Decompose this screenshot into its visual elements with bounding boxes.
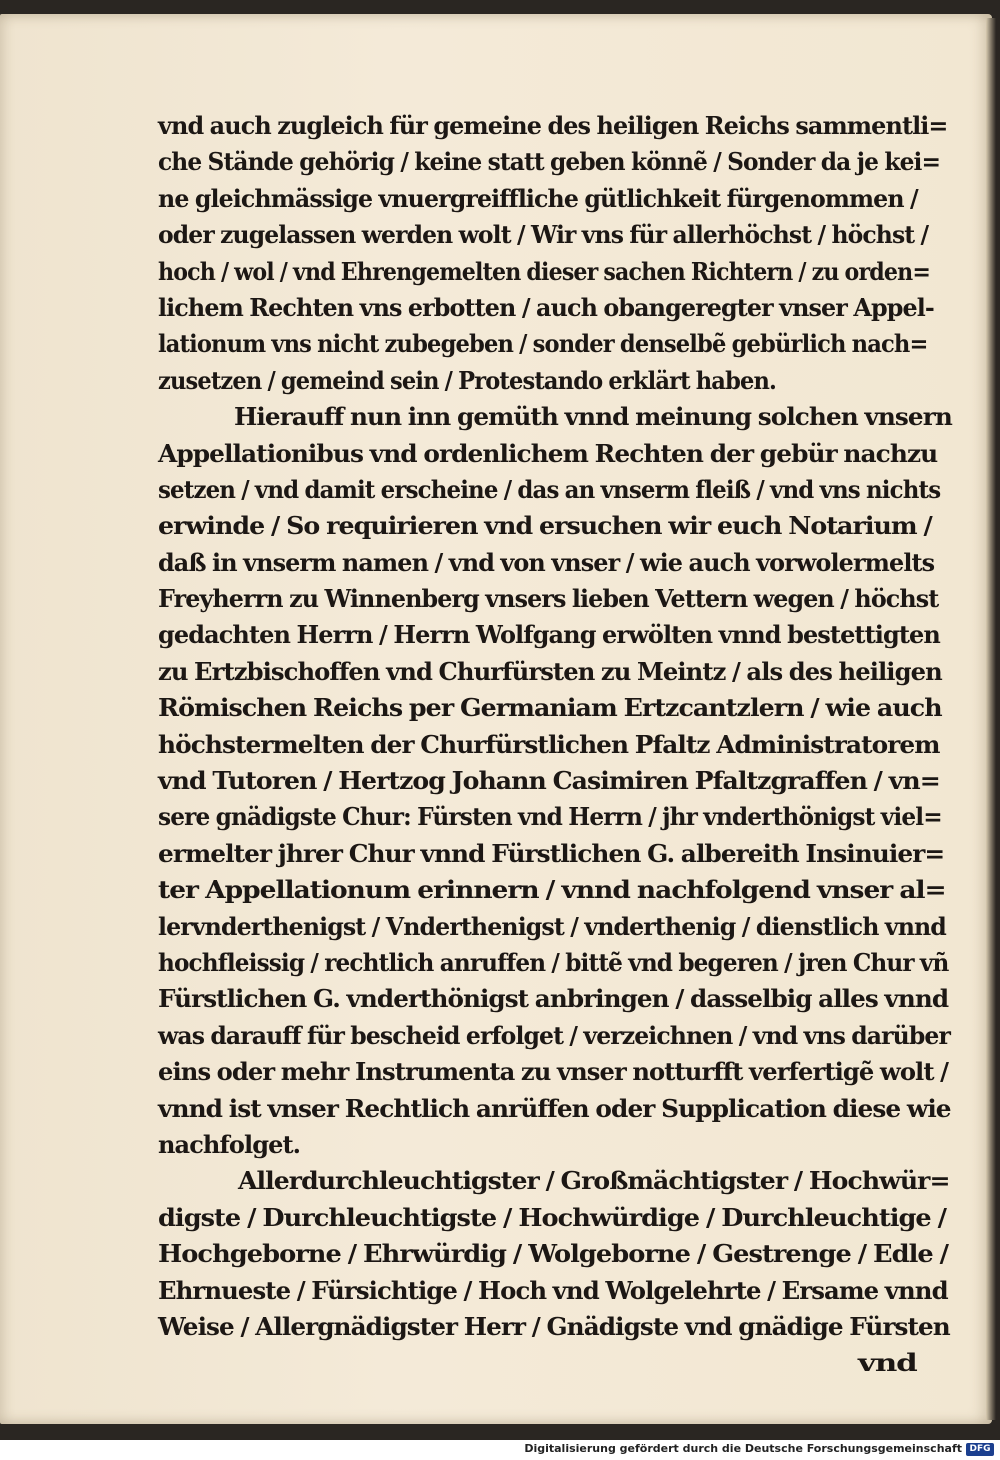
- text-line: Weise / Allergnädigster Herr / Gnädigste vnd gnädige Fürsten: [158, 1311, 950, 1341]
- text-line: lationum vns nicht zubegeben / sonder denselbẽ gebürlich nach=: [158, 329, 928, 359]
- page-text-block: [158, 108, 950, 1382]
- text-line: Appellationibus vnd ordenlichem Rechten der gebür nachzu: [158, 438, 938, 468]
- text-line: zusetzen / gemeind sein / Protestando erklärt haben.: [158, 365, 777, 395]
- text-line: nachfolget.: [158, 1129, 301, 1159]
- text-line: Allerdurchleuchtigster / Großmächtigster / Hochwür=: [238, 1166, 950, 1196]
- text-line: lervnderthenigst / Vnderthenigst / vnderthenig / dienstlich vnnd: [158, 911, 946, 941]
- text-line: Hochgeborne / Ehrwürdig / Wolgeborne / Gestrenge / Edle /: [158, 1239, 949, 1269]
- text-line: setzen / vnd damit erscheine / das an vnserm fleiß / vnd vns nichts: [158, 474, 941, 504]
- text-line: vnnd ist vnser Rechtlich anrüffen oder Supplication diese wie: [158, 1093, 951, 1123]
- catchword: vnd: [858, 1348, 917, 1378]
- text-line: ne gleichmässige vnuergreiffliche gütlichkeit fürgenommen /: [158, 183, 918, 213]
- text-line: Römischen Reichs per Germaniam Ertzcantzlern / wie auch: [158, 693, 942, 723]
- text-line: hochfleissig / rechtlich anruffen / bittẽ vnd begeren / jren Chur vñ: [158, 947, 949, 977]
- text-line: eins oder mehr Instrumenta zu vnser notturfft verfertigẽ wolt /: [158, 1057, 949, 1087]
- text-line: Ehrnueste / Fürsichtige / Hoch vnd Wolgelehrte / Ersame vnnd: [158, 1275, 948, 1305]
- text-line: gedachten Herrn / Herrn Wolfgang erwölten vnnd bestettigten: [158, 620, 940, 650]
- footer-bar: [0, 1440, 1000, 1460]
- dfg-logo: DFG: [966, 1443, 994, 1456]
- text-line: zu Ertzbischoffen vnd Churfürsten zu Meintz / als des heiligen: [158, 656, 942, 686]
- text-line: Fürstlichen G. vnderthönigst anbringen / dasselbig alles vnnd: [158, 984, 949, 1014]
- text-line: Hierauff nun inn gemüth vnnd meinung solchen vnsern: [234, 402, 952, 432]
- text-line: daß in vnserm namen / vnd von vnser / wie auch vorwolermelts: [158, 547, 935, 577]
- text-line: erwinde / So requirieren vnd ersuchen wir euch Notarium /: [158, 511, 932, 541]
- text-line: oder zugelassen werden wolt / Wir vns für allerhöchst / höchst /: [158, 220, 929, 250]
- text-line: ter Appellationum erinnern / vnnd nachfolgend vnser al=: [158, 875, 946, 905]
- text-line: sere gnädigste Chur: Fürsten vnd Herrn / jhr vnderthönigst viel=: [158, 802, 942, 832]
- text-line: lichem Rechten vns erbotten / auch obangeregter vnser Appel-: [158, 292, 934, 322]
- funding-credit: Digitalisierung gefördert durch die Deutsche Forschungsgemeinschaft: [524, 1442, 962, 1455]
- text-line: Freyherrn zu Winnenberg vnsers lieben Vettern wegen / höchst: [158, 584, 939, 614]
- text-line: digste / Durchleuchtigste / Hochwürdige / Durchleuchtige /: [158, 1202, 946, 1232]
- text-line: vnd Tutoren / Hertzog Johann Casimiren Pfaltzgraffen / vn=: [158, 766, 940, 796]
- text-line: ermelter jhrer Chur vnnd Fürstlichen G. albereith Insinuier=: [158, 838, 945, 868]
- text-line: hoch / wol / vnd Ehrengemelten dieser sachen Richtern / zu orden=: [158, 256, 931, 286]
- text-line: vnd auch zugleich für gemeine des heiligen Reichs sammentli=: [158, 111, 948, 140]
- text-line: che Stände gehörig / keine statt geben könnẽ / Sonder da je kei=: [158, 147, 941, 177]
- text-line: höchstermelten der Churfürstlichen Pfaltz Administratorem: [158, 729, 940, 759]
- text-line: was darauff für bescheid erfolget / verzeichnen / vnd vns darüber: [158, 1020, 950, 1050]
